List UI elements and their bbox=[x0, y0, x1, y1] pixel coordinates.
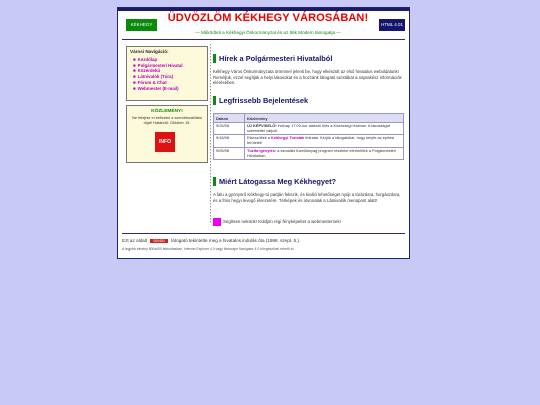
tip-text[interactable]: Segítsen nekünk! Küldjön régi fényképeket a webmesternek! bbox=[223, 219, 341, 225]
nav-item-forum[interactable]: ■ Fórum & Chat bbox=[133, 79, 167, 85]
column-header-notice: Közlemény bbox=[245, 114, 404, 123]
table-row bbox=[214, 135, 404, 147]
visitor-counter: 000451 bbox=[150, 239, 168, 243]
page-title: ÜDVÖZLÖM KÉKHEGY VÁROSÁBAN! bbox=[167, 12, 369, 24]
row-link[interactable]: Tüzifa igénylés: bbox=[247, 147, 277, 153]
bullet-icon: ■ bbox=[133, 57, 136, 62]
row-date: 9/05/98 bbox=[214, 147, 245, 159]
bullet-icon: ■ bbox=[133, 74, 136, 80]
nav-list bbox=[133, 57, 183, 91]
announcements-table bbox=[213, 113, 404, 160]
news-body: Kékhegy Város Önkormányzata örömmel jelenti be, hogy elkészült az első hivatalos weboldalunk! Reméljük, ezzel segítjük a helyi lakosokat és a hozzánk látogató turistákat a naprakész információk elérésében. bbox=[213, 69, 402, 85]
nav-item-public-info[interactable]: ■ Közérdekű bbox=[133, 68, 161, 74]
column-header-date: Dátum bbox=[214, 114, 245, 123]
row-text: Elkészültek a Kékhegyi Turisták feliratai. Kérjük a látogatókat, hogy kérjék az építési területet! bbox=[245, 135, 404, 147]
tip-line bbox=[213, 218, 341, 226]
row-text: ÚJ KÉPVISELŐ! Holnap 17:00-kor alakuló ülés a Közösségi Házban. A lakosságot szeretettel várjuk! bbox=[245, 123, 404, 135]
page-subtitle: — Működteti a Kékhegyi Önkormányzat és az 56k Modem támogatja — bbox=[195, 30, 341, 35]
bullet-icon: ■ bbox=[133, 79, 136, 85]
news-heading: Hírek a Polgármesteri Hivatalból bbox=[213, 54, 332, 63]
announcements-heading: Legfrissebb Bejelentések bbox=[213, 96, 308, 105]
bullet-icon: ■ bbox=[133, 62, 136, 68]
row-link[interactable]: Kékhegyi Turisták bbox=[271, 135, 305, 141]
notice-box bbox=[126, 105, 208, 163]
sidebar bbox=[126, 46, 208, 221]
nav-title: Városi Navigáció: bbox=[130, 49, 169, 54]
footer-divider bbox=[122, 233, 405, 234]
top-bar bbox=[118, 8, 409, 11]
footer-counter-line: Ezt az oldalt 000451 látogató tekintette meg a hivatalos indulás óta (1998. szept. 5.). bbox=[122, 238, 301, 243]
nav-item-webmaster[interactable]: ■ Webmester (E-mail) bbox=[133, 85, 179, 91]
table-header-row bbox=[214, 114, 404, 123]
html-version-badge[interactable]: HTML 4.01 bbox=[379, 19, 405, 31]
nav-item-home[interactable]: ■ Kezdőlap bbox=[133, 57, 158, 62]
bullet-icon: ■ bbox=[133, 68, 136, 74]
row-date: 9/18/98 bbox=[214, 135, 245, 147]
row-date: 9/25/98 bbox=[214, 123, 245, 135]
nav-item-mayor-office[interactable]: ■ Polgármesteri Hivatal bbox=[133, 62, 183, 68]
navigation-box bbox=[126, 46, 208, 101]
column-divider bbox=[210, 44, 211, 224]
header-divider bbox=[122, 39, 405, 40]
notice-body: Ne felejtse el befizetni a szemétszállítási díjat! Határidő: Október 15. bbox=[132, 115, 202, 125]
info-button[interactable]: INFO bbox=[155, 132, 175, 152]
why-visit-heading: Miért Látogassa Meg Kékhegyet? bbox=[213, 177, 336, 186]
table-row bbox=[214, 147, 404, 159]
notice-title: KÖZLEMÉNY! bbox=[151, 109, 183, 114]
site-badge[interactable]: KÉKHEGY bbox=[126, 19, 157, 31]
pink-square-icon bbox=[213, 218, 221, 226]
table-row bbox=[214, 123, 404, 135]
page-container bbox=[117, 7, 410, 259]
why-visit-body: A falu a gyönyörű Kékhegy-tó partján fekszik, és kiváló lehetőséget nyújt a túrázásra, horgászásra, és a friss hegyi levegő élvezetére. Térképek és útvonalak a Látnivalók menüpont alatt! bbox=[213, 192, 401, 203]
footer-browser-note: A legjobb élmény 800x600 felbontásban, Internet Explorer 4.0 vagy Netscape Navigator 4.0 böngészővel érhető el. bbox=[122, 247, 295, 251]
nav-item-sights[interactable]: ■ Látnivalók (Túra) bbox=[133, 74, 174, 80]
bullet-icon: ■ bbox=[133, 85, 136, 91]
row-text: Tüzifa igénylés: a szociális tüzelőanyag program részletei elérhetőek a Polgármesteri Hivatalban. bbox=[245, 147, 404, 159]
